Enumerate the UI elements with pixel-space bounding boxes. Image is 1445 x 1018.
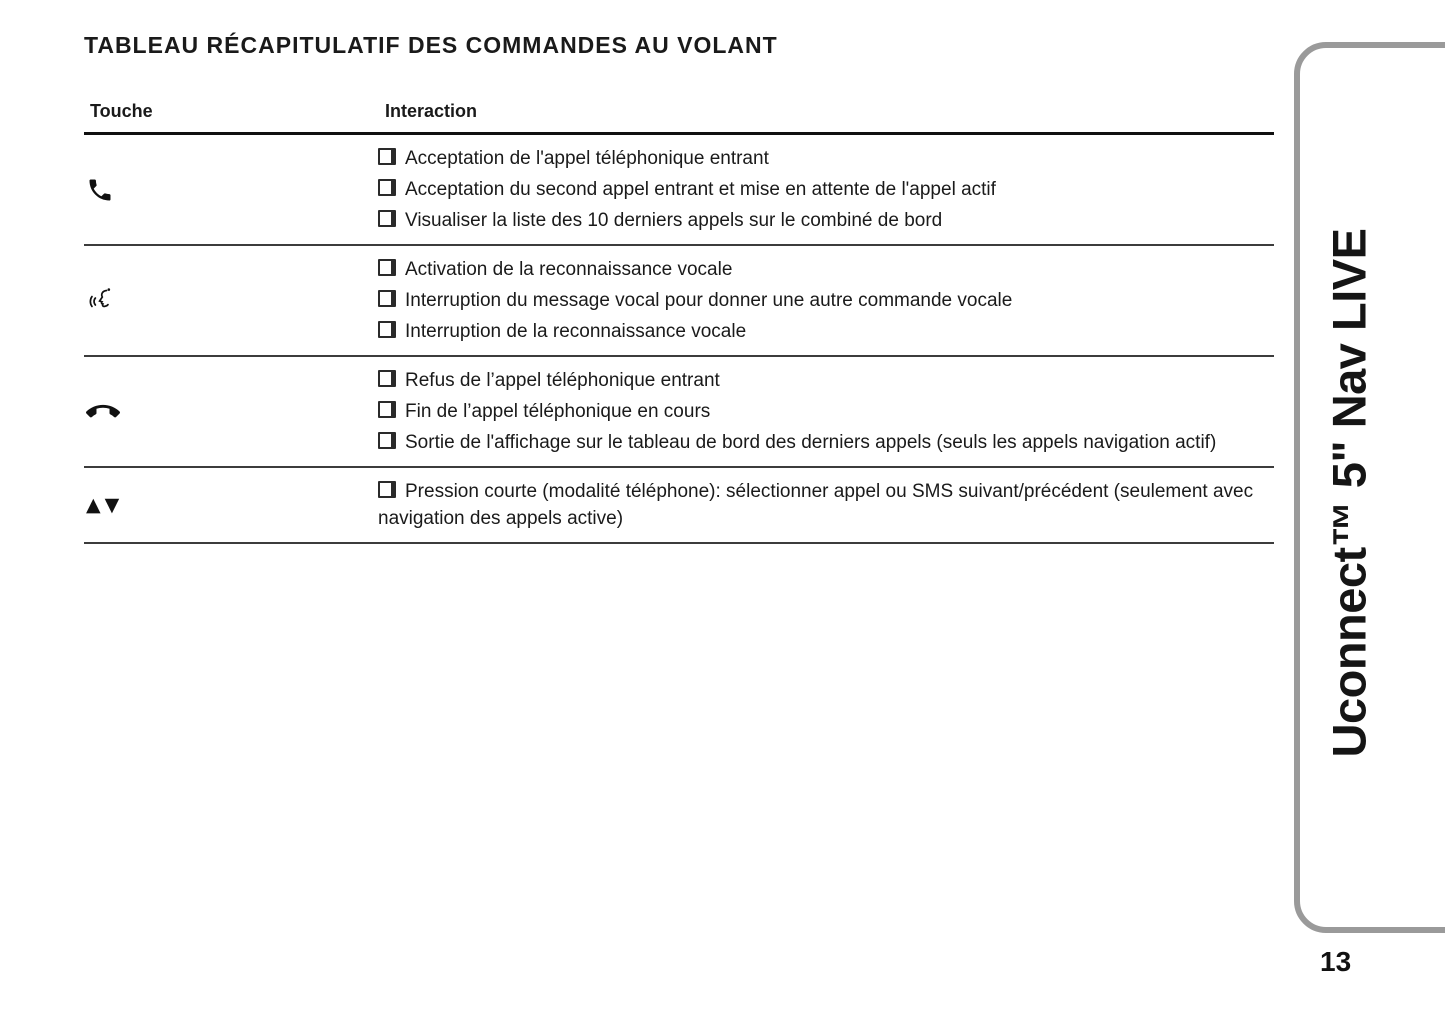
phone-answer-icon <box>84 141 378 238</box>
chapter-tab-label: Uconnect™ 5" Nav LIVE <box>1322 228 1376 758</box>
square-bullet-icon <box>378 370 396 387</box>
list-item: Acceptation de l'appel téléphonique entrant <box>378 145 1274 172</box>
square-bullet-icon <box>378 432 396 449</box>
table-row <box>84 246 1274 357</box>
table-row <box>84 135 1274 246</box>
voice-recognition-icon <box>84 252 378 349</box>
list-item: Sortie de l'affichage sur le tableau de bord des derniers appels (seuls les appels navigation actif) <box>378 429 1274 456</box>
column-header-touche: Touche <box>90 101 153 121</box>
arrow-down-icon: ▼ <box>104 494 124 516</box>
list-item: Interruption du message vocal pour donner une autre commande vocale <box>378 287 1274 314</box>
table-row <box>84 468 1274 544</box>
table-row <box>84 357 1274 468</box>
steering-commands-table <box>84 94 1274 544</box>
interaction-cell <box>378 141 1274 238</box>
interaction-cell <box>378 363 1274 460</box>
list-item: Visualiser la liste des 10 derniers appels sur le combiné de bord <box>378 207 1274 234</box>
arrow-up-icon: ▲ <box>86 494 105 516</box>
column-header-interaction: Interaction <box>385 101 478 121</box>
square-bullet-icon <box>378 321 396 338</box>
interaction-cell <box>378 252 1274 349</box>
list-item: Refus de l’appel téléphonique entrant <box>378 367 1274 394</box>
square-bullet-icon <box>378 401 396 418</box>
square-bullet-icon <box>378 210 396 227</box>
square-bullet-icon <box>378 481 396 498</box>
list-item: Pression courte (modalité téléphone): sélectionner appel ou SMS suivant/précédent (seulement avec navigation des appels active) <box>378 481 1254 529</box>
square-bullet-icon <box>378 290 396 307</box>
arrows-up-down-icon <box>84 474 378 536</box>
list-item: Activation de la reconnaissance vocale <box>378 256 1274 283</box>
interaction-cell <box>378 474 1274 536</box>
list-item: Interruption de la reconnaissance vocale <box>378 318 1274 345</box>
square-bullet-icon <box>378 179 396 196</box>
table-header-row <box>84 94 1274 135</box>
page-number: 13 <box>1320 946 1352 977</box>
phone-hangup-icon <box>84 363 378 460</box>
square-bullet-icon <box>378 259 396 276</box>
page-title: TABLEAU RÉCAPITULATIF DES COMMANDES AU VOLANT <box>84 32 778 58</box>
list-item: Fin de l’appel téléphonique en cours <box>378 398 1274 425</box>
list-item: Acceptation du second appel entrant et mise en attente de l'appel actif <box>378 176 1274 203</box>
square-bullet-icon <box>378 148 396 165</box>
